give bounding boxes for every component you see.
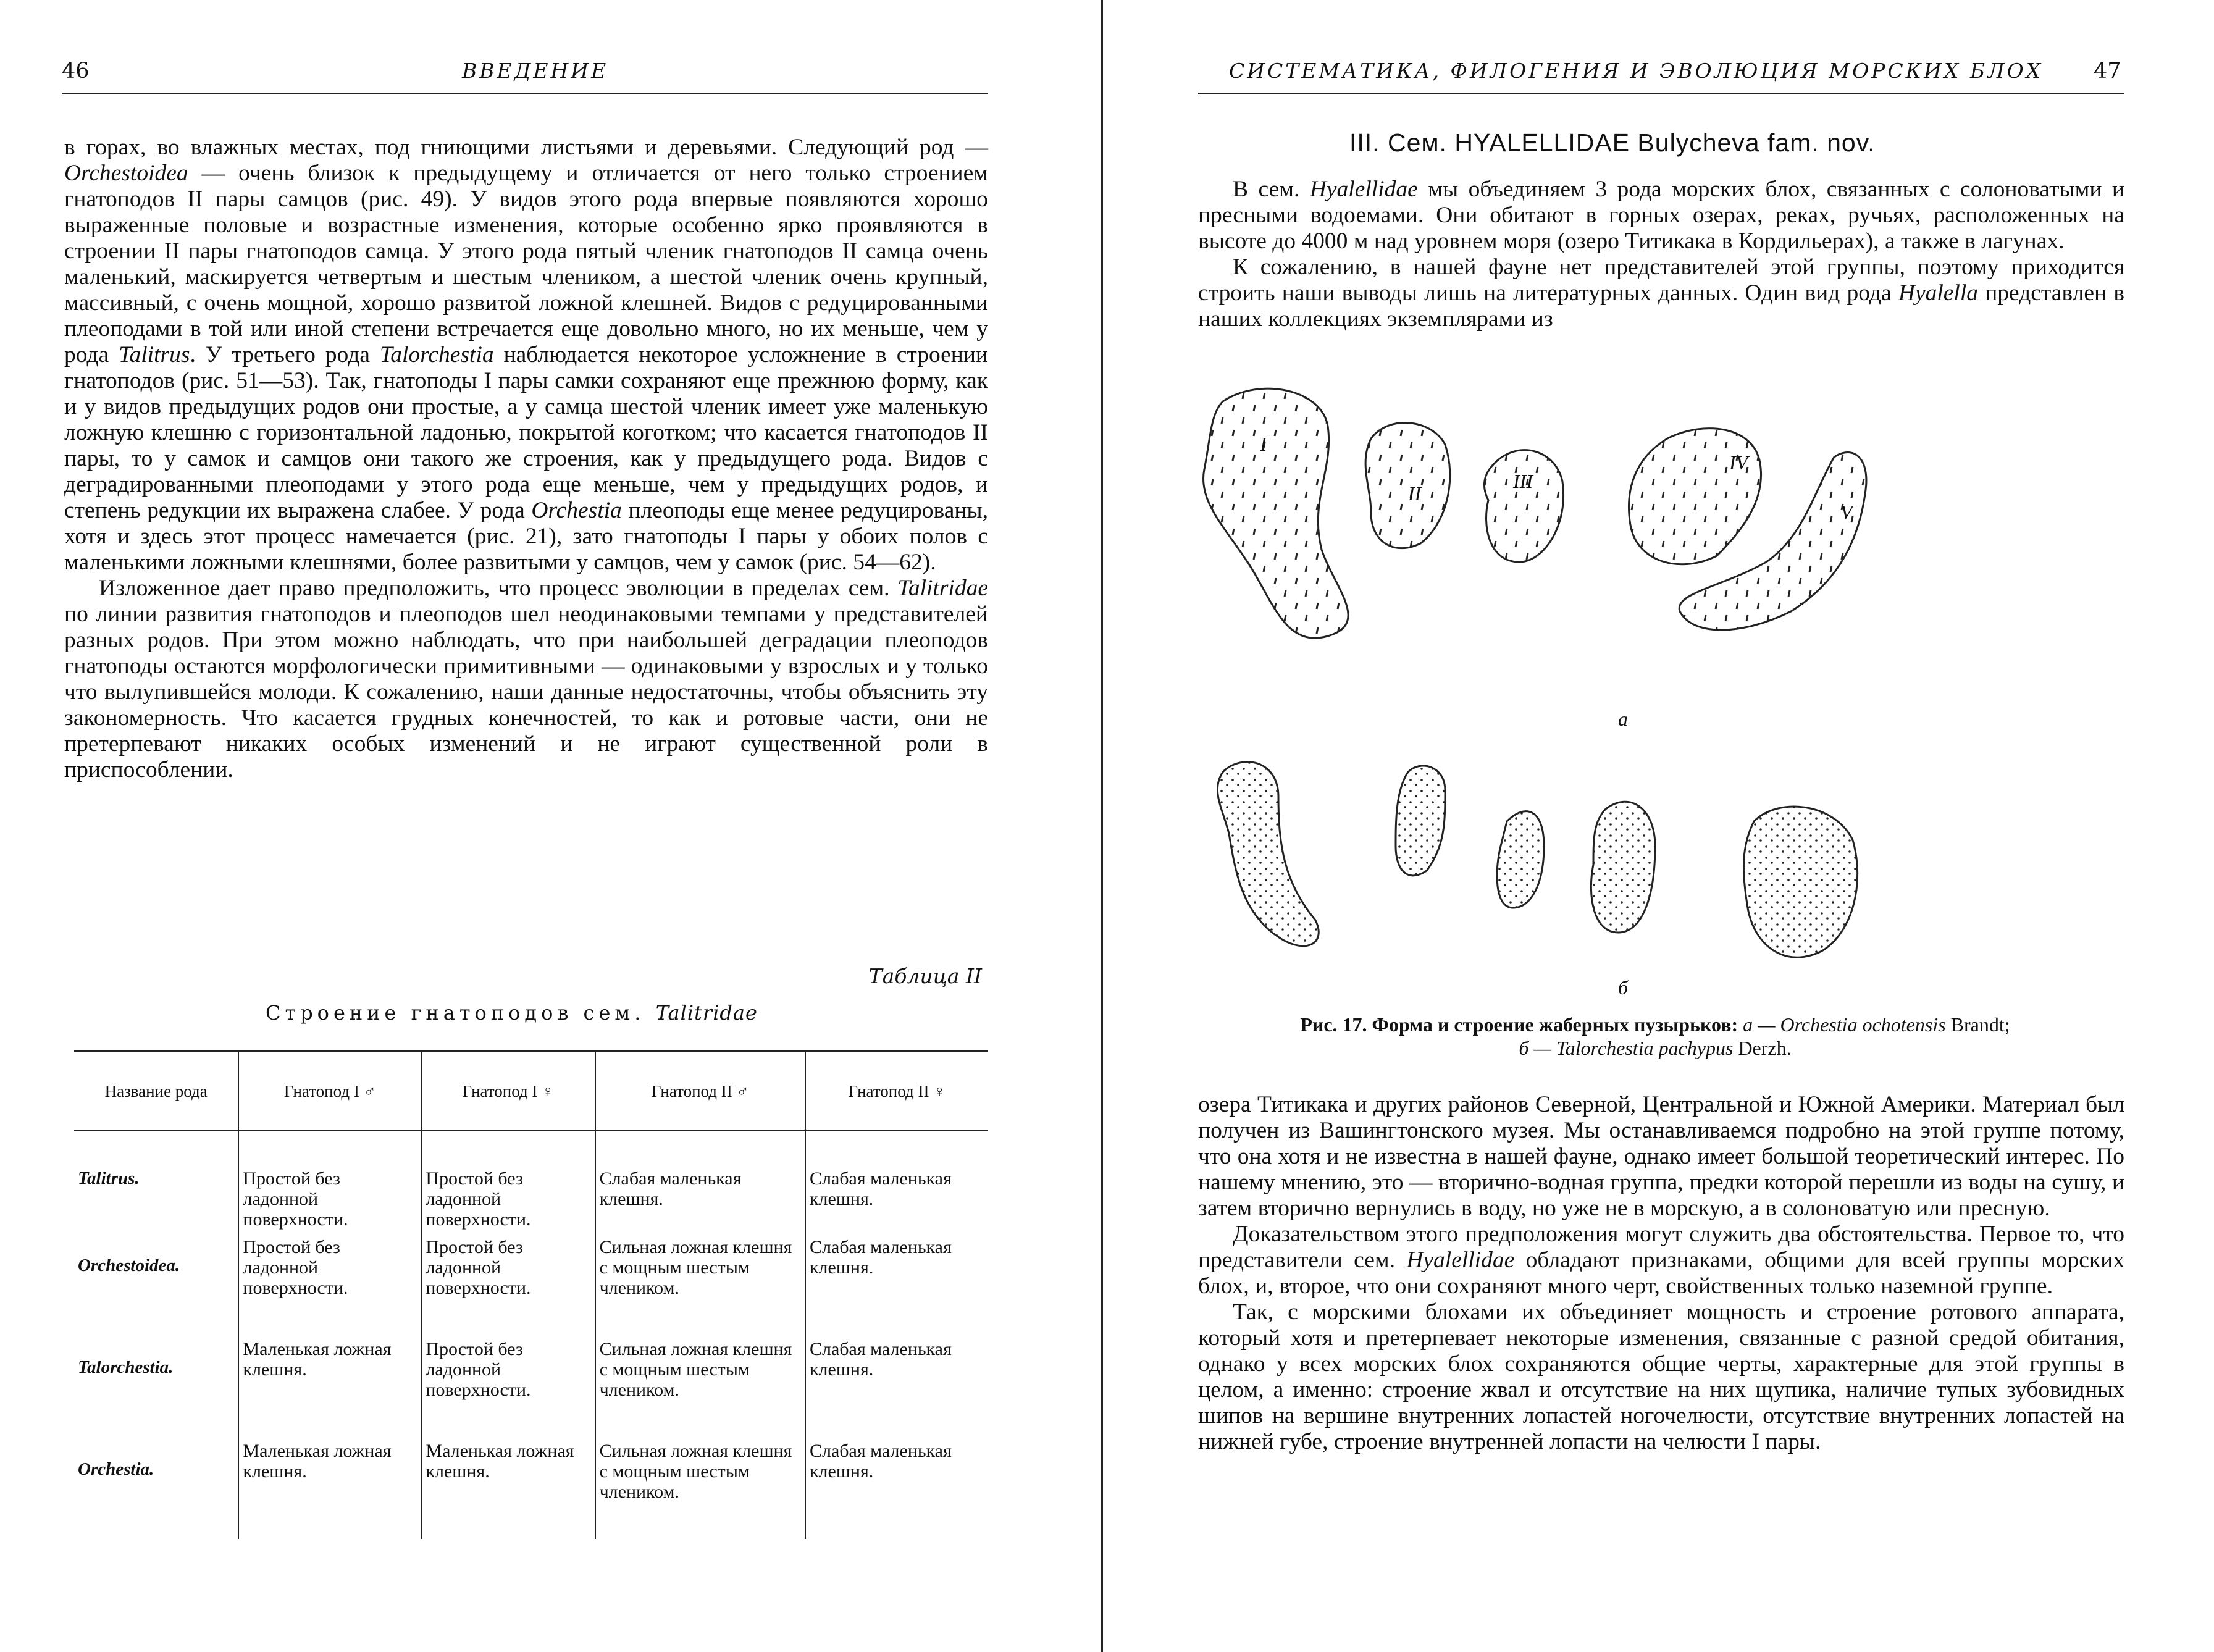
left-running-head: ВВЕДЕНИЕ [462,59,609,83]
table-header-gnathopod-1-female: Гнатопод I ♀ [421,1051,595,1131]
figure-label-IV: IV [1729,451,1748,474]
figure-label-a: а [1618,708,1628,730]
table-cell: Сильная ложная клешня с мощным шестым члеником. [595,1335,805,1437]
right-paragraph-2: К сожалению, в нашей фауне нет представителей этой группы, поэтому приходится строить наши выводы лишь на литературных данных. Один вид рода Hyalella представлен в наших коллекциях экземплярами из [1198,254,2124,332]
table-label: Таблица II [868,964,982,988]
table-header-gnathopod-2-female: Гнатопод II ♀ [805,1051,988,1131]
figure-label-V: V [1840,501,1853,523]
table-cell: Сильная ложная клешня с мощным шестым члеником. [595,1233,805,1335]
gill-vesicle-shape [1629,429,1761,564]
section-title: III. Сем. HYALELLIDAE Bulycheva fam. nov. [1349,128,1876,157]
table-cell: Слабая маленькая клешня. [805,1335,988,1437]
right-header-rule [1198,93,2124,94]
gill-vesicle-shape [1396,766,1445,876]
table-cell: Слабая маленькая клешня. [805,1131,988,1234]
table-cell: Orchestoidea. [78,1256,180,1275]
table-cell: Простой без ладонной поверхности. [421,1131,595,1234]
table-cell: Слабая маленькая клешня. [595,1131,805,1234]
table-cell: Сильная ложная клешня с мощным шестым члеником. [595,1437,805,1539]
left-page [0,0,1105,1652]
table-row [74,1335,988,1437]
table-row [74,1131,988,1234]
right-page [1105,0,2214,1652]
table-cell: Orchestia. [78,1459,154,1479]
right-paragraph-1: В сем. Hyalellidae мы объединяем 3 рода морских блох, связанных с солоноватыми и пресными водоемами. Они обитают в горных озерах, реках, ручьях, расположенных на высоте до 4000 м над уровнем моря (озеро Титикака в Кордильерах), а также в лагунах. [1198,177,2124,254]
figure-label-b: б [1618,976,1629,999]
right-running-head: СИСТЕМАТИКА, ФИЛОГЕНИЯ И ЭВОЛЮЦИЯ МОРСКИХ БЛОХ [1229,59,2044,83]
gill-vesicle-shape [1484,450,1563,562]
table-header-gnathopod-1-male: Гнатопод I ♂ [238,1051,421,1131]
figure-label-II: II [1408,482,1422,505]
table-cell: Простой без ладонной поверхности. [238,1131,421,1234]
gill-vesicle-shape [1203,388,1348,638]
right-intro-text [1198,177,2124,332]
table-row [74,1437,988,1539]
gill-vesicles-figure [1186,377,2106,1000]
table-row [74,1233,988,1335]
table-cell: Простой без ладонной поверхности. [421,1335,595,1437]
gill-vesicle-shape [1217,762,1319,946]
left-paragraph-2: Изложенное дает право предположить, что процесс эволюции в пределах сем. Talitridae по линии развития гнатоподов и плеоподов шел неодинаковыми темпами у представителей разных родов. При этом можно наблюдать, что при наибольшей деградации плеоподов гнатоподы остаются морфологически примитивными — одинаковыми у взрослых и у только что вылупившейся молоди. К сожалению, наши данные недостаточны, чтобы объяснить эту закономерность. Что касается грудных конечностей, то как и ротовые части, они не претерпевают никаких особых изменений и не играют существенной роли в приспособлении. [64,576,988,782]
left-page-number: 46 [62,59,90,83]
table-header-genus: Название рода [104,1081,208,1101]
right-paragraph-5: Так, с морскими блохами их объединяет мощность и строение ротового аппарата, который хотя и претерпевает некоторые изменения, связанные с разной средой обитания, однако у всех морских блох сохраняются общие черты, характерные для этой группы в целом, а именно: строение жвал и отсутствие на них щупика, наличие тупых зубовидных шипов на вершине внутренних лопастей ногочелюсти, отсутствие внутренних лопастей на нижней губе, строение внутренней лопасти на челюсти I пары. [1198,1299,2124,1454]
table-cell: Маленькая ложная клешня. [421,1437,595,1539]
left-header-rule [62,93,988,94]
right-page-number: 47 [2094,59,2121,83]
gill-vesicle-shape [1591,802,1655,933]
table-cell: Слабая маленькая клешня. [805,1233,988,1335]
figure-label-III: III [1513,470,1533,492]
table-cell: Маленькая ложная клешня. [238,1335,421,1437]
table-cell: Слабая маленькая клешня. [805,1437,988,1539]
figure-caption: Рис. 17. Форма и строение жаберных пузырьков: а — Orchestia ochotensis Brandt; б — Talorchestia pachypus Derzh. [1300,1013,2010,1059]
table-cell: Простой без ладонной поверхности. [421,1233,595,1335]
table-cell: Маленькая ложная клешня. [238,1437,421,1539]
table-cell: Talitrus. [78,1168,140,1188]
table-header-row [74,1051,988,1131]
left-body-text [64,135,988,783]
right-paragraph-3: озера Титикака и других районов Северной, Центральной и Южной Америки. Материал был получен из Вашингтонского музея. Мы останавливаемся подробно на этой группе потому, что она хотя и не известна в нашей фауне, однако имеет большой теоретический интерес. По нашему мнению, это — вторично-водная группа, предки которой перешли из воды на сушу, и затем вторично вернулись в воду, но уже не в морскую, а в солоноватую или пресную. [1198,1092,2124,1221]
table-header-gnathopod-2-male: Гнатопод II ♂ [595,1051,805,1131]
gill-vesicle-shape [1743,807,1857,957]
table-cell: Talorchestia. [78,1357,174,1377]
table-caption: Строение гнатоподов сем. Talitridae [266,1001,758,1025]
table-cell: Простой без ладонной поверхности. [238,1233,421,1335]
right-paragraph-4: Доказательством этого предположения могут служить два обстоятельства. Первое то, что представители сем. Hyalellidae обладают признаками, общими для всей группы морских блох, и, второе, что они сохраняют много черт, свойственных только наземной группе. [1198,1222,2124,1299]
gnathopod-table [74,1050,988,1539]
right-body-text [1198,1092,2124,1455]
left-paragraph-1: в горах, во влажных местах, под гниющими листьями и деревьями. Следующий род — Orchestoidea — очень близок к предыдущему и отличается от него только строением гнатоподов II пары самцов (рис. 49). У видов этого рода впервые появляются хорошо выраженные половые и возрастные изменения, которые особенно ярко проявляются в строении II пары гнатоподов самца. У этого рода пятый членик гнатоподов II самца очень маленький, маскируется четвертым и шестым члеником, а шестой членик очень крупный, массивный, с очень мощной, хорошо развитой ложной клешней. Видов с редуцированными плеоподами в той или иной степени встречается еще довольно много, но их меньше, чем у рода Talitrus. У третьего рода Talorchestia наблюдается некоторое усложнение в строении гнатоподов (рис. 51—53). Так, гнатоподы I пары самки сохраняют еще прежнюю форму, как и у видов предыдущих родов они простые, а у самца шестой членик имеет уже маленькую ложную клешню с горизонтальной ладонью, покрытой коготком; что касается гнатоподов II пары, то у самок и самцов они такого же строения, как у предыдущего рода. Видов с деградированными плеоподами у этого рода еще меньше, чем у предыдущих родов, и степень редукции их выражена слабее. У рода Orchestia плеоподы еще менее редуцированы, хотя и здесь этот процесс намечается (рис. 21), зато гнатоподы I пары у обоих полов с маленькими ложными клешнями, более развитыми у самцов, чем у самок (рис. 54—62). [64,135,988,575]
figure-label-I: I [1260,433,1267,455]
gill-vesicle-shape [1497,811,1544,908]
